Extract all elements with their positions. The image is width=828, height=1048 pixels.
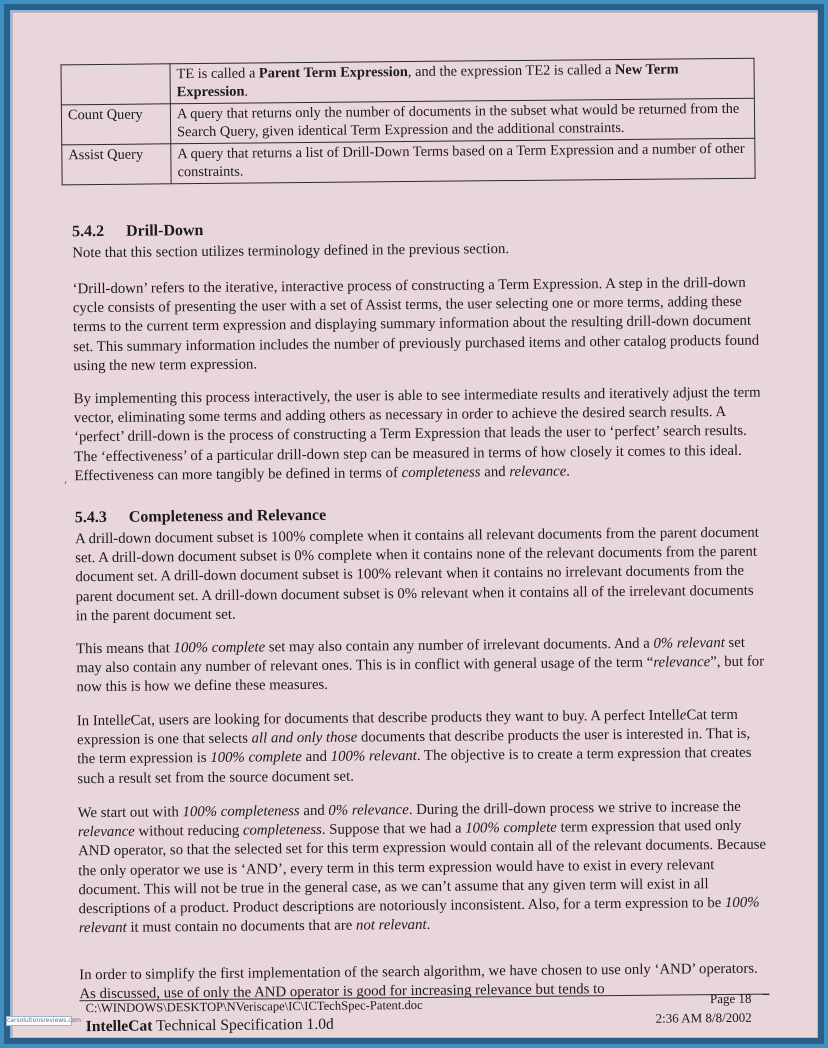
definition-cell: TE is called a Parent Term Expression, and the expression TE2 is called a New Term Expression.: [170, 58, 754, 104]
terms-table: [60, 58, 755, 186]
watermark-badge: carsolutionsreviews.com: [7, 1017, 82, 1024]
paragraph: We start out with 100% completeness and 0% relevance. During the drill-down process we strive to increase the relevance without reducing completeness. Suppose that we had a 100% complete term expression that used only AND operator, so that the selected set for this term expression would contain all of the relevant documents. Because the only operator we use is ‘AND’, every term in this term expression would have to exist in every relevant document. This will not be true in the general case, as we can’t assume that any given term will exist in all descriptions of a product. Product descriptions are notoriously inconsistent. Also, for a term expression to be 100% relevant it must contain no documents that are not relevant.: [77, 798, 767, 937]
section-543-heading: [75, 502, 765, 528]
term-cell: [61, 64, 170, 105]
paragraph: By implementing this process interactively, the user is able to see intermediate results and iteratively adjust the term vector, eliminating some terms and adding others as necessary in order to achieve the desired search results. A ‘perfect’ drill-down is the process of constructing a Term Expression that leads the user to ‘perfect’ search results. The ‘effectiveness’ of a particular drill-down step can be measured in terms of how closely it comes to this ideal. Effectiveness can more tangibly be defined in terms of completeness and relevance.: [73, 384, 761, 485]
table-row: [62, 138, 755, 185]
footer-file-path: C:\WINDOWS\DESKTOP\NVeriscape\IC\ICTechSpec-Patent.doc: [85, 997, 423, 1016]
section-heading: 5.4.2 Drill-Down: [72, 221, 204, 241]
paragraph: ‘Drill-down’ refers to the iterative, interactive process of constructing a Term Expression. A step in the drill-down cycle consists of presenting the user with a set of Assist terms, the user selecting one or more terms, adding these terms to the current term expression and displaying summary information about the resulting drill-down document set. This summary information includes the number of previously purchased items and other catalog products found using the new term expression.: [72, 274, 760, 375]
table-row: [61, 58, 754, 105]
section-heading: 5.4.3 Completeness and Relevance: [74, 506, 327, 527]
section-542-heading: [72, 216, 762, 242]
paragraph: In order to simplify the first implementation of the search algorithm, we have chosen to use only ‘AND’ operators. As discussed, use of only the AND operator is good for increasing relevance but tends to: [79, 960, 758, 1003]
footer-doc-title: IntelleCat Technical Specification 1.0d: [85, 1015, 334, 1036]
page-content: [8, 9, 822, 1041]
paragraph: In IntelleCat, users are looking for documents that describe products they want to buy. A perfect IntelleCat term expression is one that selects all and only those documents that describe products the user is interested in. That is, the term expression is 100% complete and 100% relevant. The objective is to create a term expression that creates such a result set from the source document set.: [76, 706, 752, 787]
term-cell: Assist Query: [62, 144, 171, 185]
document-page: [12, 12, 818, 1038]
margin-mark: ': [64, 478, 67, 493]
footer-timestamp: 2:36 AM 8/8/2002: [655, 1009, 752, 1026]
table-row: [61, 98, 754, 145]
paragraph: This means that 100% complete set may also contain any number of irrelevant documents. And a 0% relevant set may also contain any number of relevant ones. This is in conflict with general usage of the term “relevance”, but for now this is how we define these measures.: [76, 634, 765, 696]
term-cell: Count Query: [61, 104, 170, 145]
definition-cell: A query that returns a list of Drill-Down Terms based on a Term Expression and a number of other constraints.: [171, 138, 755, 184]
paragraph: A drill-down document subset is 100% complete when it contains all relevant documents from the parent document set. A drill-down document subset is 0% complete when it contains none of the relevant documents from the parent document set. A drill-down document subset is 100% relevant when it contains no irrelevant documents from the parent document set. A drill-down document subset is 0% relevant when it contains all of the irrelevant documents in the parent document set.: [74, 524, 759, 625]
footer-page-number: Page 18: [709, 990, 752, 1007]
definition-cell: A query that returns only the number of documents in the subset what would be returned from the Search Query, given identical Term Expression and the additional constraints.: [170, 98, 754, 144]
paragraph: Note that this section utilizes terminology defined in the previous section.: [72, 241, 510, 262]
